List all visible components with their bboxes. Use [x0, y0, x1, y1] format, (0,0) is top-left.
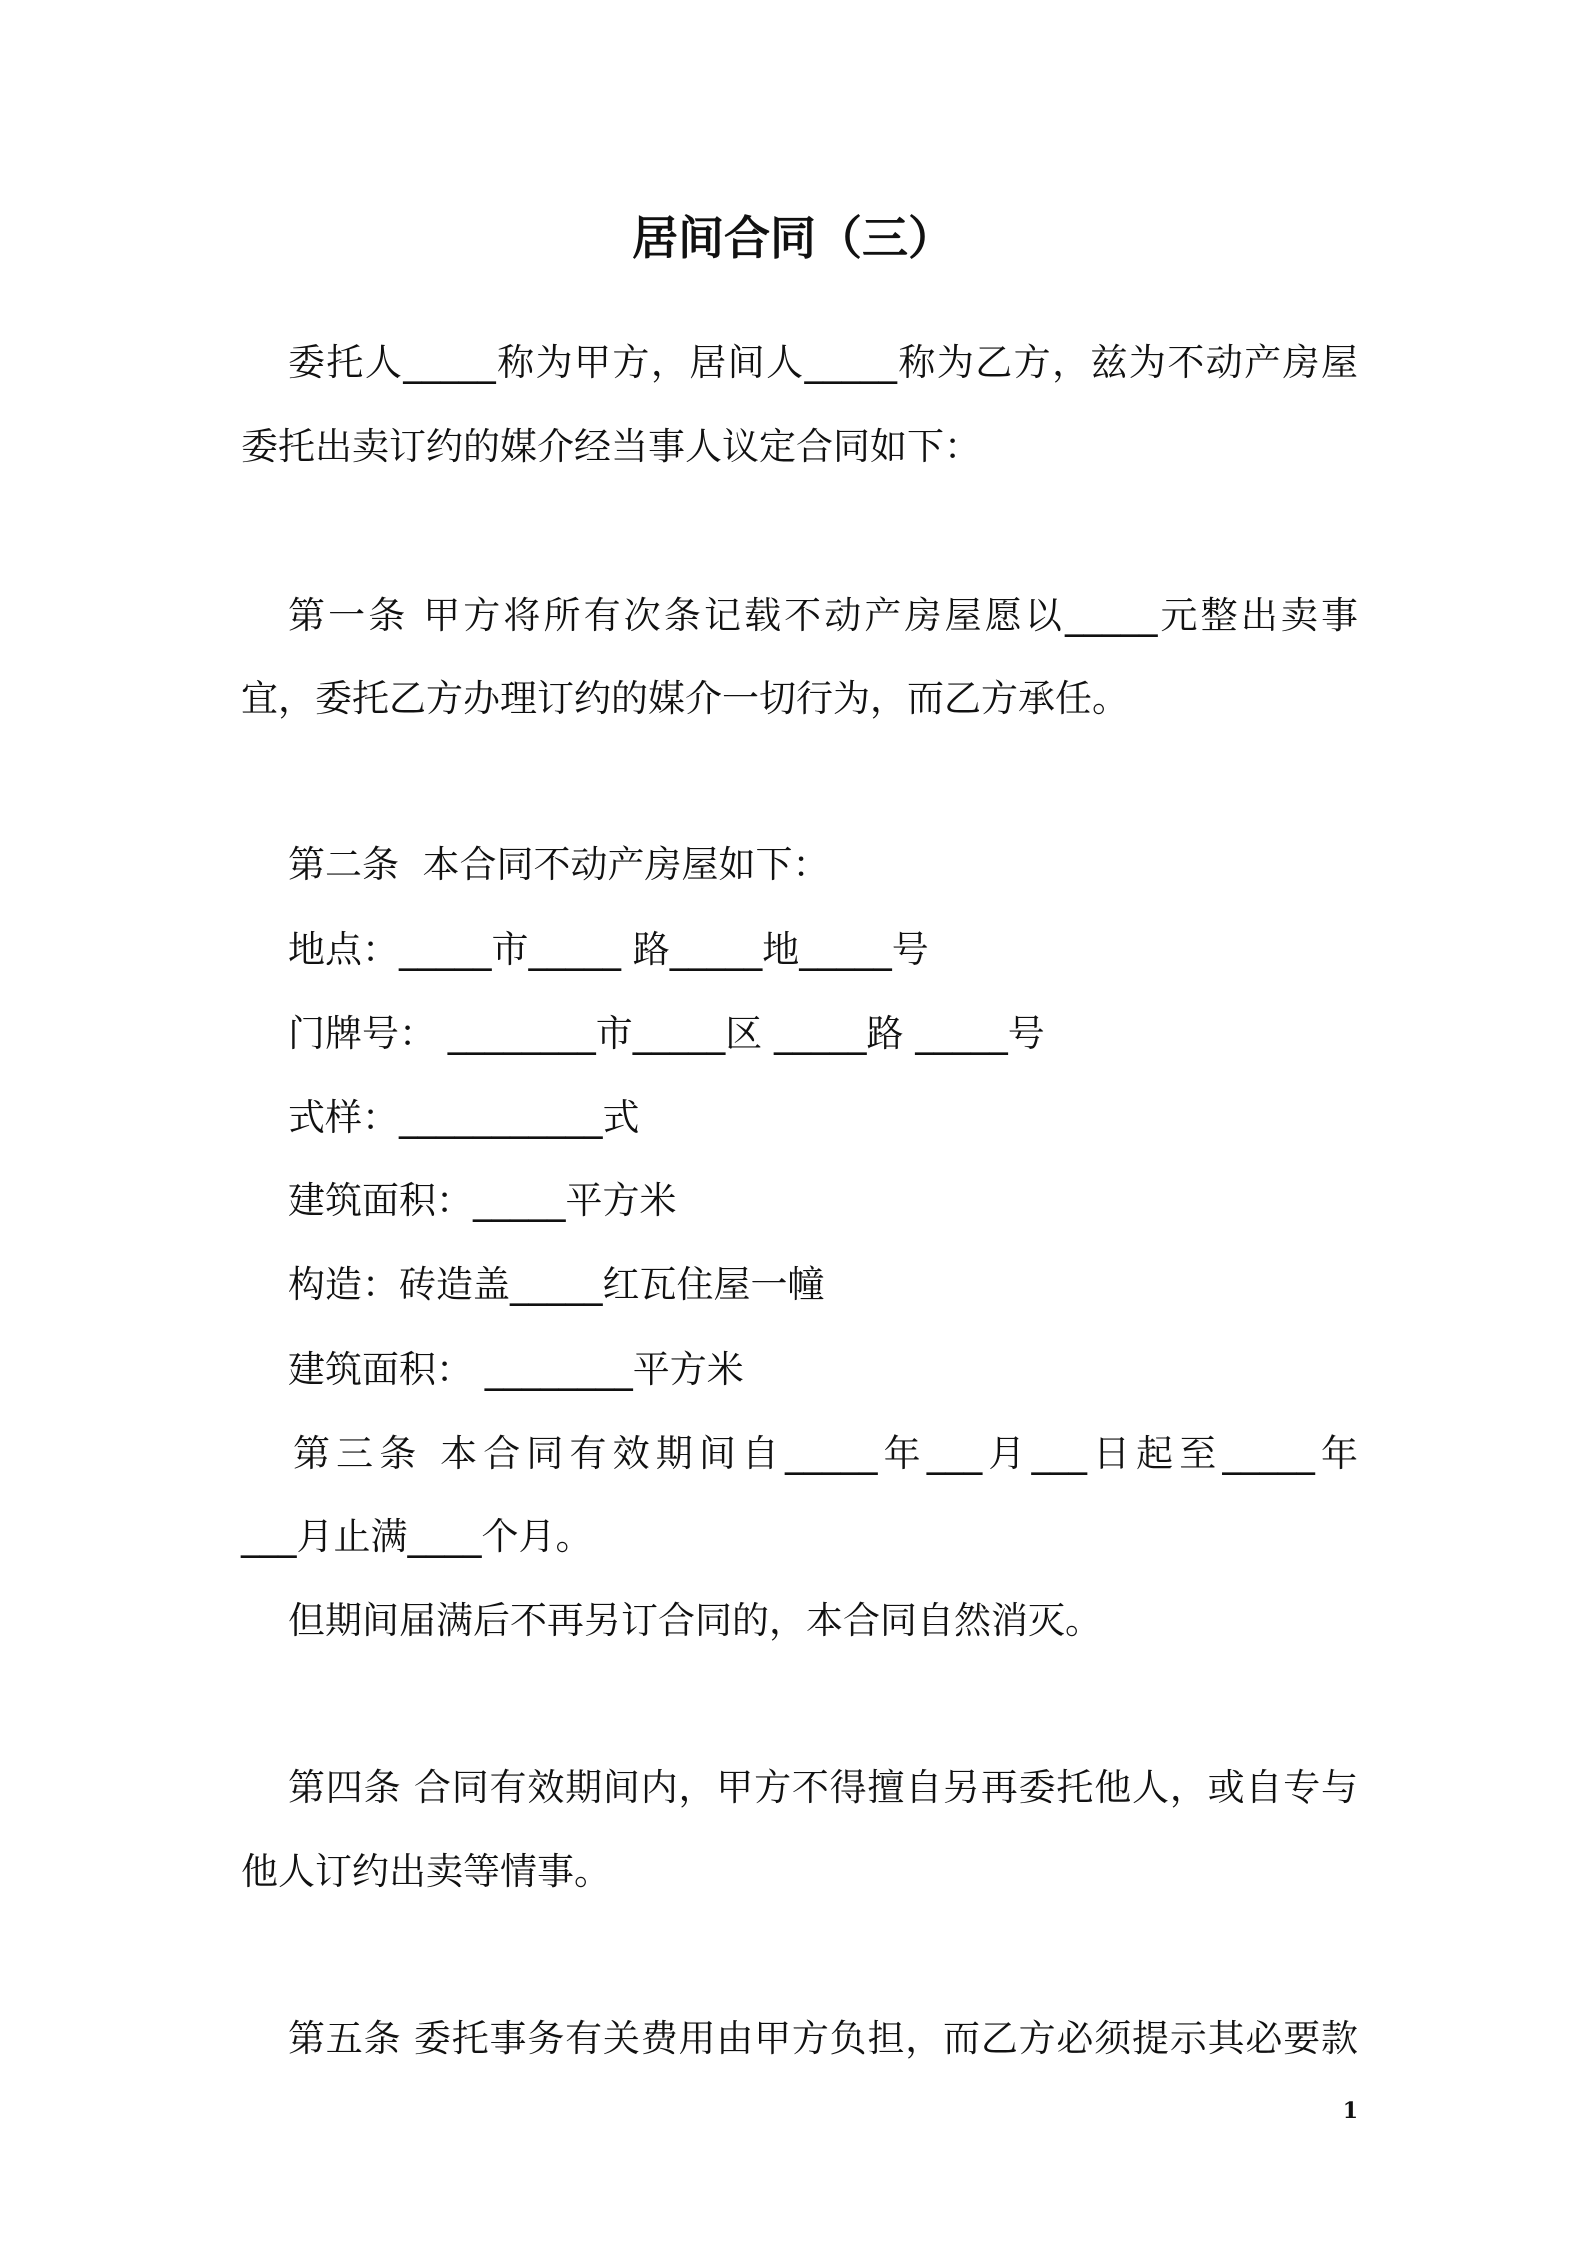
article-2-structure: 构造：砖造盖_____红瓦住屋一幢 — [288, 1263, 825, 1306]
article-3-line-3: 但期间届满后不再另订合同的，本合同自然消灭。 — [288, 1599, 1102, 1642]
article-2-area: 建筑面积：_____平方米 — [288, 1179, 677, 1222]
article-1-line-1: 第一条 甲方将所有次条记载不动产房屋愿以_____元整出卖事 — [288, 594, 1358, 637]
article-2-heading: 第二条 本合同不动产房屋如下： — [288, 843, 830, 886]
article-2-area-2: 建筑面积： ________平方米 — [288, 1348, 744, 1391]
intro-line-2: 委托出卖订约的媒介经当事人议定合同如下： — [241, 425, 981, 468]
article-2-doorplate: 门牌号： ________市_____区 _____路 _____号 — [288, 1012, 1045, 1055]
document-title: 居间合同（三） — [632, 211, 954, 265]
article-3-line-2: ___月止满____个月。 — [241, 1515, 593, 1558]
article-2-location: 地点：_____市_____ 路_____地_____号 — [288, 928, 929, 971]
article-5-line-1: 第五条 委托事务有关费用由甲方负担，而乙方必须提示其必要款 — [288, 2017, 1358, 2060]
article-3-line-1: 第三条 本合同有效期间自_____年___月___日起至_____年 — [293, 1432, 1358, 1475]
intro-line-1: 委托人_____称为甲方，居间人_____称为乙方，兹为不动产房屋 — [288, 341, 1358, 384]
article-2-style: 式样：___________式 — [288, 1096, 640, 1139]
article-1-line-2: 宜，委托乙方办理订约的媒介一切行为，而乙方承任。 — [241, 677, 1129, 720]
article-4-line-1: 第四条 合同有效期间内，甲方不得擅自另再委托他人，或自专与 — [288, 1766, 1358, 1809]
page-number: 1 — [1342, 2098, 1358, 2124]
article-4-line-2: 他人订约出卖等情事。 — [241, 1850, 611, 1893]
